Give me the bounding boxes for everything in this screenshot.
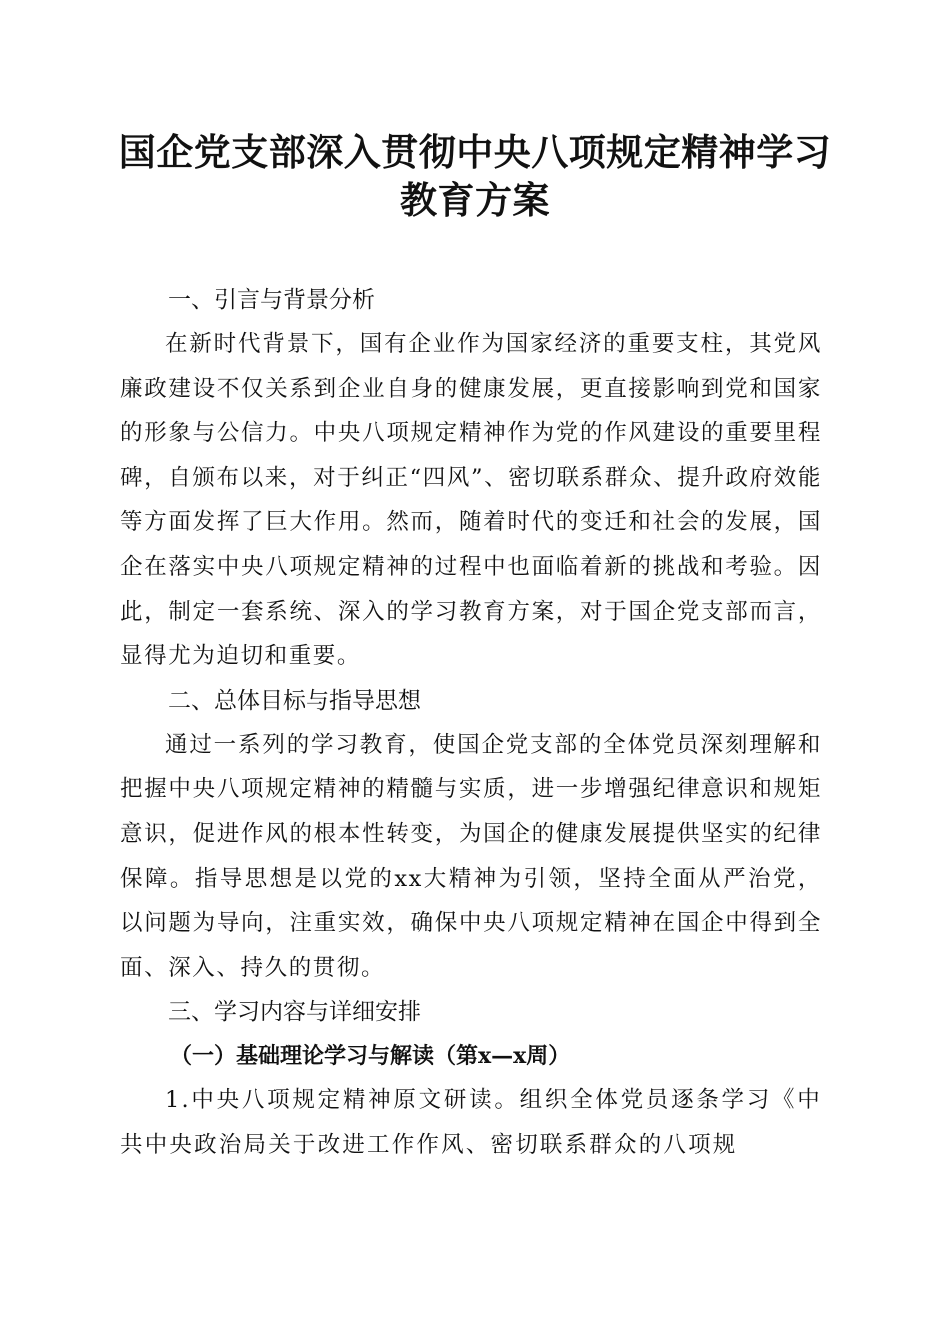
section-1-paragraph: 在新时代背景下，国有企业作为国家经济的重要支柱，其党风廉政建设不仅关系到企业自身的健康发展，更直接影响到党和国家的形象与公信力。中央八项规定精神作为党的作风建设的重要里程碑，自颁布以来，对于纠正“四风”、密切联系群众、提升政府效能等方面发挥了巨大作用。然而，随着时代的变迁和社会的发展，国企在落实中央八项规定精神的过程中也面临着新的挑战和考验。因此，制定一套系统、深入的学习教育方案，对于国企党支部而言，显得尤为迫切和重要。 — [120, 331, 822, 670]
section-2-paragraph: 通过一系列的学习教育，使国企党支部的全体党员深刻理解和把握中央八项规定精神的精髓与实质，进一步增强纪律意识和规矩意识，促进作风的根本性转变，为国企的健康发展提供坚实的纪律保障。指导思想是以党的xx大精神为引领，坚持全面从严治党，以问题为导向，注重实效，确保中央八项规定精神在国企中得到全面、深入、持久的贯彻。 — [120, 731, 822, 981]
section-heading-1: 一、引言与背景分析 — [168, 287, 375, 313]
section-heading-3: 三、学习内容与详细安排 — [168, 999, 421, 1026]
section-3-subheading: （一）基础理论学习与解读（第x—x周） — [170, 1043, 571, 1070]
section-heading-2: 二、总体目标与指导思想 — [168, 687, 421, 714]
document-body — [120, 278, 822, 1168]
section-3-paragraph: 1.中央八项规定精神原文研读。组织全体党员逐条学习《中共中央政治局关于改进工作作风、密切联系群众的八项规 — [120, 1087, 822, 1158]
document-title: 国企党支部深入贯彻中央八项规定精神学习教育方案 — [118, 130, 832, 222]
